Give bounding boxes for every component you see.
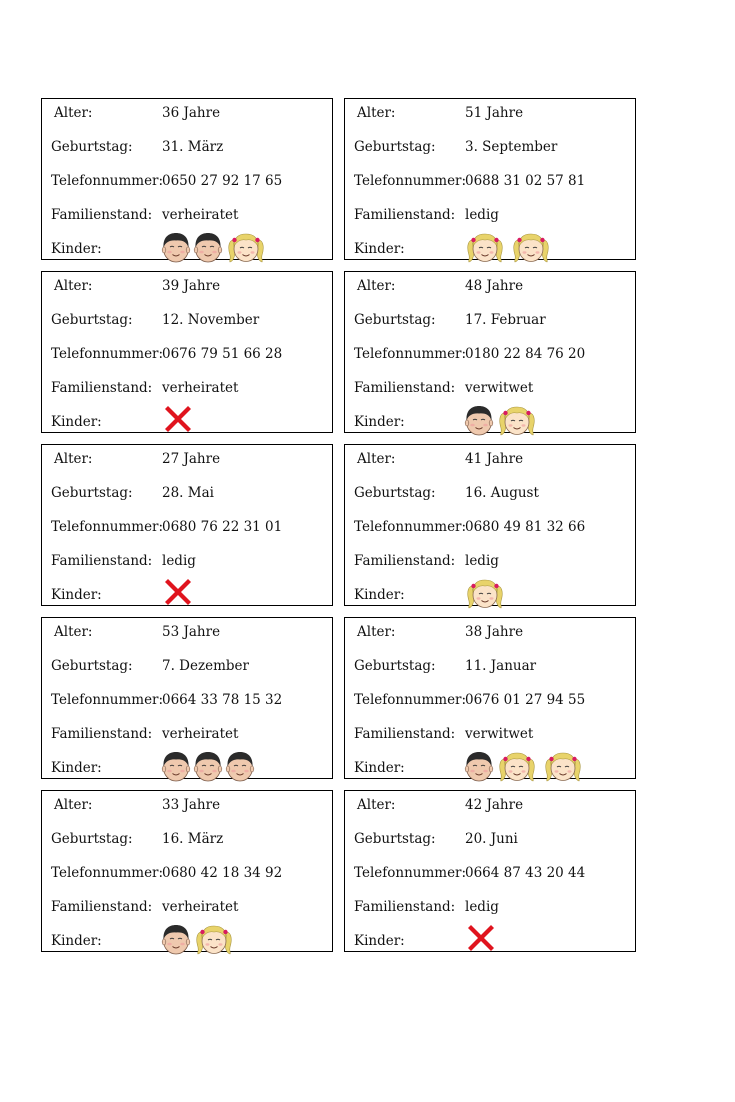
boy-face-icon <box>161 750 191 782</box>
girl-face-icon <box>225 231 267 263</box>
marital-value: verheiratet <box>162 899 239 915</box>
no-children-cross-icon <box>161 402 195 436</box>
phone-label: Telefonnummer: <box>354 519 467 535</box>
children-icons <box>464 229 556 263</box>
marital-label: Familienstand: <box>354 380 456 396</box>
birthday-label: Geburtstag: <box>354 139 436 155</box>
children-label: Kinder: <box>354 933 405 949</box>
birthday-value: 3. September <box>465 139 558 155</box>
girl-face-icon <box>464 577 506 609</box>
phone-value: 0664 87 43 20 44 <box>465 865 586 881</box>
boy-face-icon <box>193 231 223 263</box>
children-label: Kinder: <box>354 241 405 257</box>
marital-label: Familienstand: <box>354 726 456 742</box>
children-label: Kinder: <box>51 933 102 949</box>
phone-label: Telefonnummer: <box>354 865 467 881</box>
marital-value: verwitwet <box>465 726 534 742</box>
birthday-value: 31. März <box>162 139 224 155</box>
boy-face-icon <box>464 404 494 436</box>
profile-card <box>41 271 333 433</box>
marital-label: Familienstand: <box>354 553 456 569</box>
profile-card <box>41 98 333 260</box>
children-icons <box>464 402 542 436</box>
age-value: 39 Jahre <box>162 278 221 294</box>
marital-value: verheiratet <box>162 726 239 742</box>
phone-value: 0180 22 84 76 20 <box>465 346 586 362</box>
children-label: Kinder: <box>51 241 102 257</box>
age-label: Alter: <box>357 451 396 467</box>
girl-face-icon <box>542 750 584 782</box>
no-children-cross-icon <box>161 575 195 609</box>
marital-value: ledig <box>162 553 196 569</box>
birthday-value: 11. Januar <box>465 658 537 674</box>
phone-value: 0688 31 02 57 81 <box>465 173 586 189</box>
marital-value: verheiratet <box>162 380 239 396</box>
birthday-label: Geburtstag: <box>354 312 436 328</box>
profile-card <box>41 444 333 606</box>
children-icons <box>464 748 588 782</box>
phone-value: 0680 49 81 32 66 <box>465 519 586 535</box>
children-icons <box>161 921 239 955</box>
phone-value: 0680 76 22 31 01 <box>162 519 283 535</box>
marital-label: Familienstand: <box>51 380 153 396</box>
age-label: Alter: <box>54 624 93 640</box>
birthday-label: Geburtstag: <box>51 139 133 155</box>
profile-card <box>41 617 333 779</box>
children-icons <box>161 748 257 782</box>
age-value: 38 Jahre <box>465 624 524 640</box>
birthday-label: Geburtstag: <box>51 831 133 847</box>
girl-face-icon <box>510 231 552 263</box>
birthday-label: Geburtstag: <box>354 831 436 847</box>
age-label: Alter: <box>357 105 396 121</box>
children-label: Kinder: <box>51 760 102 776</box>
children-icons <box>161 229 271 263</box>
age-label: Alter: <box>357 797 396 813</box>
birthday-value: 17. Februar <box>465 312 546 328</box>
age-label: Alter: <box>54 797 93 813</box>
age-value: 51 Jahre <box>465 105 524 121</box>
age-value: 48 Jahre <box>465 278 524 294</box>
children-icons <box>464 575 510 609</box>
age-value: 41 Jahre <box>465 451 524 467</box>
phone-label: Telefonnummer: <box>51 346 164 362</box>
phone-label: Telefonnummer: <box>354 173 467 189</box>
children-label: Kinder: <box>51 414 102 430</box>
phone-label: Telefonnummer: <box>51 865 164 881</box>
boy-face-icon <box>225 750 255 782</box>
girl-face-icon <box>496 750 538 782</box>
profile-card <box>41 790 333 952</box>
phone-value: 0680 42 18 34 92 <box>162 865 283 881</box>
profile-card <box>344 271 636 433</box>
marital-label: Familienstand: <box>51 553 153 569</box>
age-label: Alter: <box>357 278 396 294</box>
birthday-label: Geburtstag: <box>51 485 133 501</box>
girl-face-icon <box>193 923 235 955</box>
phone-label: Telefonnummer: <box>51 692 164 708</box>
birthday-label: Geburtstag: <box>51 658 133 674</box>
phone-value: 0676 79 51 66 28 <box>162 346 283 362</box>
birthday-value: 20. Juni <box>465 831 518 847</box>
marital-label: Familienstand: <box>51 207 153 223</box>
girl-face-icon <box>496 404 538 436</box>
age-value: 27 Jahre <box>162 451 221 467</box>
phone-label: Telefonnummer: <box>51 173 164 189</box>
children-icons <box>161 575 195 609</box>
phone-label: Telefonnummer: <box>354 692 467 708</box>
boy-face-icon <box>464 750 494 782</box>
children-icons <box>161 402 195 436</box>
age-value: 53 Jahre <box>162 624 221 640</box>
children-label: Kinder: <box>51 587 102 603</box>
profile-card <box>344 444 636 606</box>
children-label: Kinder: <box>354 414 405 430</box>
birthday-value: 16. August <box>465 485 539 501</box>
birthday-label: Geburtstag: <box>354 658 436 674</box>
phone-value: 0676 01 27 94 55 <box>465 692 586 708</box>
marital-value: ledig <box>465 899 499 915</box>
marital-value: verwitwet <box>465 380 534 396</box>
boy-face-icon <box>161 923 191 955</box>
age-label: Alter: <box>54 278 93 294</box>
boy-face-icon <box>161 231 191 263</box>
profile-card <box>344 790 636 952</box>
birthday-label: Geburtstag: <box>51 312 133 328</box>
boy-face-icon <box>193 750 223 782</box>
age-value: 42 Jahre <box>465 797 524 813</box>
birthday-value: 16. März <box>162 831 224 847</box>
birthday-value: 28. Mai <box>162 485 214 501</box>
marital-label: Familienstand: <box>51 899 153 915</box>
marital-value: ledig <box>465 553 499 569</box>
age-label: Alter: <box>357 624 396 640</box>
girl-face-icon <box>464 231 506 263</box>
age-label: Alter: <box>54 105 93 121</box>
age-value: 33 Jahre <box>162 797 221 813</box>
children-icons <box>464 921 498 955</box>
birthday-value: 12. November <box>162 312 260 328</box>
phone-label: Telefonnummer: <box>354 346 467 362</box>
birthday-value: 7. Dezember <box>162 658 249 674</box>
phone-value: 0650 27 92 17 65 <box>162 173 283 189</box>
marital-label: Familienstand: <box>354 899 456 915</box>
marital-value: verheiratet <box>162 207 239 223</box>
age-value: 36 Jahre <box>162 105 221 121</box>
marital-label: Familienstand: <box>354 207 456 223</box>
children-label: Kinder: <box>354 760 405 776</box>
birthday-label: Geburtstag: <box>354 485 436 501</box>
children-label: Kinder: <box>354 587 405 603</box>
age-label: Alter: <box>54 451 93 467</box>
phone-value: 0664 33 78 15 32 <box>162 692 283 708</box>
profile-card <box>344 617 636 779</box>
marital-value: ledig <box>465 207 499 223</box>
phone-label: Telefonnummer: <box>51 519 164 535</box>
marital-label: Familienstand: <box>51 726 153 742</box>
no-children-cross-icon <box>464 921 498 955</box>
profile-card <box>344 98 636 260</box>
